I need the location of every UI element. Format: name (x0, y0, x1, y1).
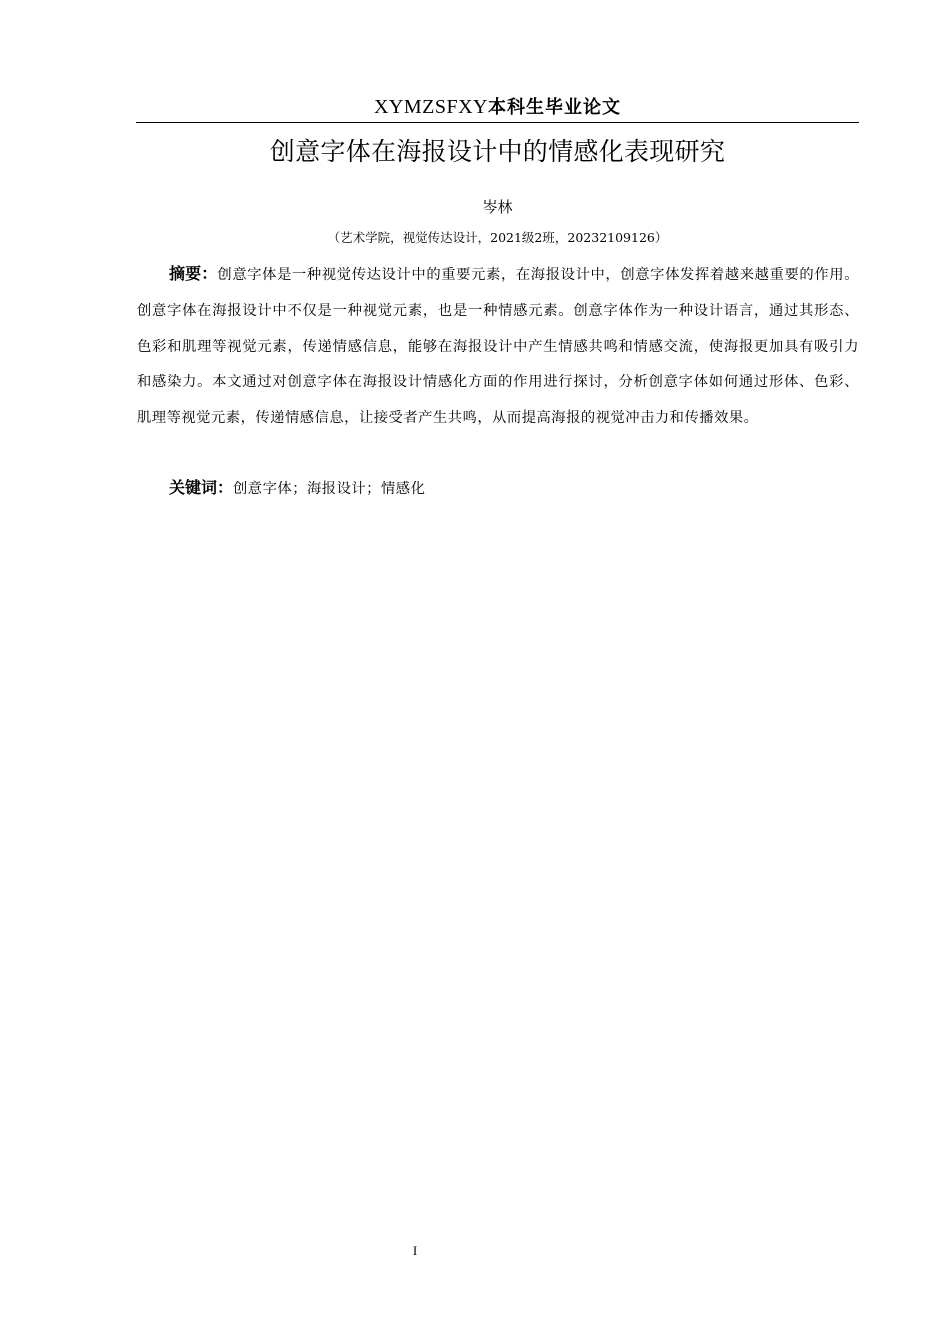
author-name: 岑林 (482, 198, 513, 216)
abstract-text: 创意字体是一种视觉传达设计中的重要元素，在海报设计中，创意字体发挥着越来越重要的作用。创意字体在海报设计中不仅是一种视觉元素，也是一种情感元素。创意字体作为一种设计语言，通过其形态、色彩和肌理等视觉元素，传递情感信息，能够在海报设计中产生情感共鸣和情感交流，使海报更加具有吸引力和感染力。本文通过对创意字体在海报设计情感化方面的作用进行探讨，分析创意字体如何通过形体、色彩、肌理等视觉元素，传递情感信息，让接受者产生共鸣，从而提高海报的视觉冲击力和传播效果。 (137, 267, 859, 427)
abstract-label: 摘要： (169, 264, 218, 283)
paper-title: 创意字体在海报设计中的情感化表现研究 (269, 137, 726, 166)
thesis-label: 本科生毕业论文 (488, 97, 622, 118)
page-number: I (412, 1243, 418, 1258)
abstract-paragraph (137, 256, 859, 437)
running-header (136, 92, 859, 122)
keywords-line (169, 472, 859, 505)
keywords-label: 关键词： (169, 478, 234, 497)
keywords-text: 创意字体；海报设计；情感化 (233, 481, 426, 497)
school-code: XYMZSFXY (373, 96, 489, 118)
author-affiliation: （艺术学院，视觉传达设计，2021级2班，20232109126） (327, 230, 668, 245)
header-divider (136, 122, 859, 123)
